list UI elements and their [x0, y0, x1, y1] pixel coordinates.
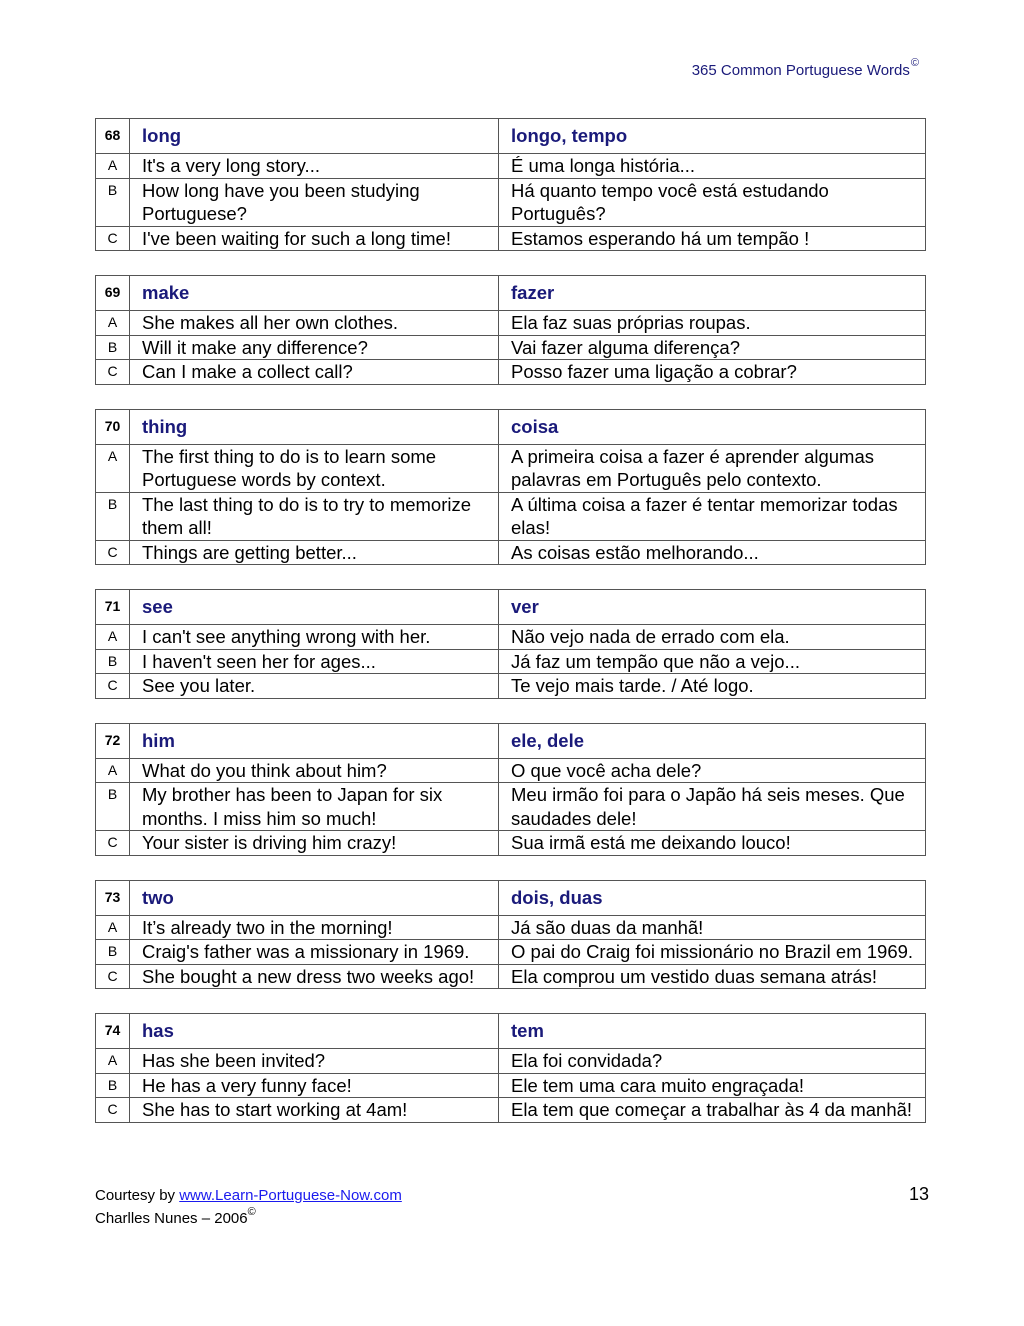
portuguese-word: tem — [499, 1014, 926, 1049]
example-letter: B — [96, 492, 130, 540]
portuguese-example: Há quanto tempo você está estudando Português? — [499, 178, 926, 226]
example-row — [96, 758, 926, 783]
portuguese-word: longo, tempo — [499, 119, 926, 154]
example-letter: B — [96, 649, 130, 674]
vocab-entry-table — [95, 1013, 926, 1123]
english-word: two — [130, 880, 499, 915]
english-example: Will it make any difference? — [130, 335, 499, 360]
example-row — [96, 540, 926, 565]
entry-header-row — [96, 880, 926, 915]
example-row — [96, 444, 926, 492]
entry-number: 69 — [96, 276, 130, 311]
document-title: 365 Common Portuguese Words — [691, 62, 910, 79]
english-example: How long have you been studying Portuguese? — [130, 178, 499, 226]
portuguese-word: ele, dele — [499, 723, 926, 758]
english-example: It’s already two in the morning! — [130, 915, 499, 940]
english-example: Craig's father was a missionary in 1969. — [130, 940, 499, 965]
portuguese-example: Vai fazer alguma diferença? — [499, 335, 926, 360]
entry-number: 73 — [96, 880, 130, 915]
vocab-entry-table — [95, 118, 926, 251]
english-word: thing — [130, 409, 499, 444]
english-example: She has to start working at 4am! — [130, 1098, 499, 1123]
english-word: make — [130, 276, 499, 311]
portuguese-example: Ela comprou um vestido duas semana atrás! — [499, 964, 926, 989]
example-letter: A — [96, 154, 130, 179]
example-letter: C — [96, 540, 130, 565]
english-word: him — [130, 723, 499, 758]
example-letter: B — [96, 178, 130, 226]
example-letter: A — [96, 444, 130, 492]
english-word: has — [130, 1014, 499, 1049]
vocab-entry-table — [95, 880, 926, 990]
example-letter: A — [96, 1049, 130, 1074]
example-letter: B — [96, 783, 130, 831]
entry-number: 68 — [96, 119, 130, 154]
english-example: My brother has been to Japan for six months. I miss him so much! — [130, 783, 499, 831]
example-letter: C — [96, 964, 130, 989]
portuguese-example: É uma longa história... — [499, 154, 926, 179]
entry-header-row — [96, 590, 926, 625]
english-example: Has she been invited? — [130, 1049, 499, 1074]
entry-number: 70 — [96, 409, 130, 444]
portuguese-example: Não vejo nada de errado com ela. — [499, 625, 926, 650]
vocab-entry-table — [95, 275, 926, 385]
example-row — [96, 360, 926, 385]
vocab-entry-table — [95, 589, 926, 699]
entry-header-row — [96, 409, 926, 444]
example-row — [96, 178, 926, 226]
example-letter: C — [96, 674, 130, 699]
footer-credits — [95, 1184, 402, 1232]
example-letter: B — [96, 940, 130, 965]
example-row — [96, 492, 926, 540]
entry-number: 74 — [96, 1014, 130, 1049]
english-example: She makes all her own clothes. — [130, 311, 499, 336]
courtesy-label: Courtesy by — [95, 1187, 176, 1204]
vocab-entry-table — [95, 723, 926, 856]
example-row — [96, 783, 926, 831]
portuguese-example: Meu irmão foi para o Japão há seis meses. Que saudades dele! — [499, 783, 926, 831]
portuguese-example: Já são duas da manhã! — [499, 915, 926, 940]
example-row — [96, 674, 926, 699]
example-row — [96, 649, 926, 674]
english-example: She bought a new dress two weeks ago! — [130, 964, 499, 989]
example-letter: A — [96, 625, 130, 650]
example-row — [96, 335, 926, 360]
example-letter: C — [96, 1098, 130, 1123]
portuguese-example: O pai do Craig foi missionário no Brazil em 1969. — [499, 940, 926, 965]
portuguese-example: Te vejo mais tarde. / Até logo. — [499, 674, 926, 699]
example-row — [96, 625, 926, 650]
english-example: See you later. — [130, 674, 499, 699]
english-example: It's a very long story... — [130, 154, 499, 179]
entry-header-row — [96, 276, 926, 311]
example-letter: C — [96, 226, 130, 251]
footer-copyright-mark: © — [247, 1206, 256, 1218]
english-example: What do you think about him? — [130, 758, 499, 783]
portuguese-example: A última coisa a fazer é tentar memorizar todas elas! — [499, 492, 926, 540]
vocab-entry-table — [95, 409, 926, 566]
example-row — [96, 1073, 926, 1098]
english-example: He has a very funny face! — [130, 1073, 499, 1098]
portuguese-word: coisa — [499, 409, 926, 444]
portuguese-word: fazer — [499, 276, 926, 311]
portuguese-example: O que você acha dele? — [499, 758, 926, 783]
english-example: The first thing to do is to learn some Portuguese words by context. — [130, 444, 499, 492]
portuguese-example: Já faz um tempão que não a vejo... — [499, 649, 926, 674]
example-letter: A — [96, 758, 130, 783]
example-row — [96, 940, 926, 965]
example-row — [96, 154, 926, 179]
example-row — [96, 964, 926, 989]
example-letter: C — [96, 360, 130, 385]
portuguese-example: As coisas estão melhorando... — [499, 540, 926, 565]
portuguese-example: A primeira coisa a fazer é aprender algumas palavras em Português pelo contexto. — [499, 444, 926, 492]
portuguese-example: Estamos esperando há um tempão ! — [499, 226, 926, 251]
english-example: I can't see anything wrong with her. — [130, 625, 499, 650]
english-example: The last thing to do is to try to memorize them all! — [130, 492, 499, 540]
english-word: long — [130, 119, 499, 154]
example-row — [96, 226, 926, 251]
portuguese-example: Ela foi convidada? — [499, 1049, 926, 1074]
entry-header-row — [96, 1014, 926, 1049]
example-row — [96, 915, 926, 940]
entry-number: 71 — [96, 590, 130, 625]
author-credit: Charlles Nunes – 2006 — [95, 1210, 248, 1227]
copyright-mark: © — [910, 57, 919, 69]
entry-number: 72 — [96, 723, 130, 758]
portuguese-example: Ele tem uma cara muito engraçada! — [499, 1073, 926, 1098]
portuguese-word: ver — [499, 590, 926, 625]
entry-header-row — [96, 723, 926, 758]
english-example: I haven't seen her for ages... — [130, 649, 499, 674]
example-row — [96, 311, 926, 336]
entry-header-row — [96, 119, 926, 154]
portuguese-word: dois, duas — [499, 880, 926, 915]
example-row — [96, 831, 926, 856]
english-example: Can I make a collect call? — [130, 360, 499, 385]
portuguese-example: Ela tem que começar a trabalhar às 4 da manhã! — [499, 1098, 926, 1123]
portuguese-example: Ela faz suas próprias roupas. — [499, 311, 926, 336]
example-row — [96, 1049, 926, 1074]
example-letter: B — [96, 335, 130, 360]
example-letter: B — [96, 1073, 130, 1098]
example-letter: A — [96, 915, 130, 940]
portuguese-example: Posso fazer uma ligação a cobrar? — [499, 360, 926, 385]
website-link[interactable]: www.Learn-Portuguese-Now.com — [179, 1187, 402, 1204]
page-number: 13 — [908, 1184, 929, 1204]
example-letter: A — [96, 311, 130, 336]
english-word: see — [130, 590, 499, 625]
vocabulary-entries — [95, 118, 926, 1147]
portuguese-example: Sua irmã está me deixando louco! — [499, 831, 926, 856]
page-header — [691, 57, 919, 79]
english-example: Things are getting better... — [130, 540, 499, 565]
example-letter: C — [96, 831, 130, 856]
english-example: Your sister is driving him crazy! — [130, 831, 499, 856]
example-row — [96, 1098, 926, 1123]
english-example: I've been waiting for such a long time! — [130, 226, 499, 251]
